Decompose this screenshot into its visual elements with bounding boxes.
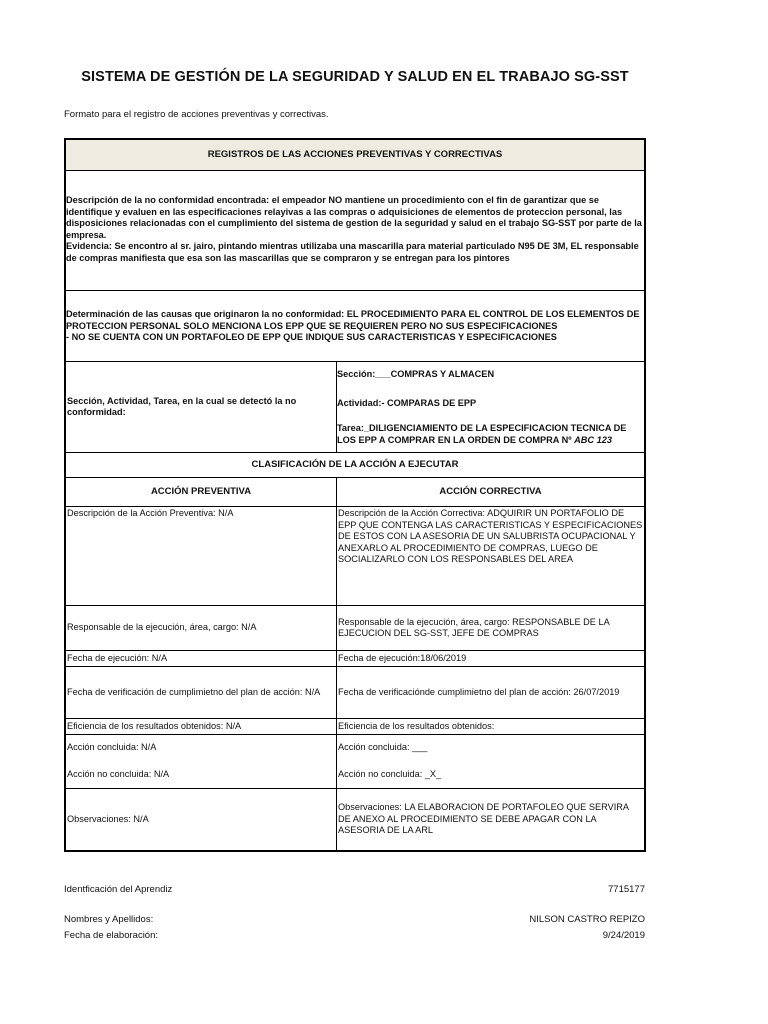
order-code: ABC 123 <box>574 434 612 445</box>
corrective-verification-date: Fecha de verificaciónde cumplimietno del plan de acción: 26/07/2019 <box>338 686 620 697</box>
corrective-observations: Observaciones: LA ELABORACION DE PORTAFOLEO QUE SERVIRA DE ANEXO AL PROCEDIMIENTO SE DEBE APAGAR CON LA ASESORIA DE LA ARL <box>338 802 629 836</box>
corrective-not-concluded: Acción no concluida: _X_ <box>338 769 442 779</box>
section-label: Sección, Actividad, Tarea, en la cual se detectó la no conformidad: <box>67 395 297 417</box>
preventive-responsible: Responsable de la ejecución, área, cargo: N/A <box>67 622 257 633</box>
preventive-verification-date: Fecha de verificación de cumplimietno del plan de acción: N/A <box>67 686 321 697</box>
responsible-row <box>66 606 644 651</box>
learner-id-label: Identficación del Aprendiz <box>64 884 173 895</box>
causes-text: Determinación de las causas que originaron la no conformidad: EL PROCEDIMIENTO PARA EL CONTROL DE LOS ELEMENTOS DE PROTECCION PERSONAL SOLO MENCIONA LOS EPP QUE SE REQUIEREN PERO NO SUS ESPECIFICACIONES <box>66 309 640 331</box>
task-value: Tarea:_DILIGENCIAMIENTO DE LA ESPECIFICACION TECNICA DE LOS EPP A COMPRAR EN LA ORDEN DE COMPRA Nº ABC 123 <box>337 423 627 445</box>
nonconformity-description: Descripción de la no conformidad encontrada: el empeador NO mantiene un procedimiento con el fin de garantizar que se identifique y evaluen en las especificaciones relayivas a las compras o adquisiciones de elementos de proteccion personal, las disposiciones relacionadas con el cumplimiento del sistema de gestion de la seguridad y salud en el trabajo SG-SST por parte de la empresa. <box>66 195 642 240</box>
table-header-row <box>66 140 644 171</box>
full-name-label: Nombres y Apellidos: <box>64 914 154 925</box>
corrective-responsible: Responsable de la ejecución, área, cargo: RESPONSABLE DE LA EJECUCION DEL SG-SST, JEFE DE COMPRAS <box>338 616 610 638</box>
corrective-execution-date: Fecha de ejecución:18/06/2019 <box>338 652 467 663</box>
completion-row <box>66 735 644 789</box>
causes-text-2: - NO SE CUENTA CON UN PORTAFOLEO DE EPP QUE INDIQUE SUS CARACTERISTICAS Y ESPECIFICACIONES <box>66 332 557 342</box>
nonconformity-evidence: Evidencia: Se encontro al sr. jairo, pintando mientras utilizaba una mascarilla para material particulado N95 DE 3M, EL responsable de compras manifiesta que esa son las mascarillas que se compraron y se entregan para los pintores <box>66 241 639 263</box>
nonconformity-row <box>66 171 644 291</box>
elaboration-date-value: 9/24/2019 <box>602 930 645 941</box>
actions-table <box>64 138 646 852</box>
verification-date-row <box>66 667 644 719</box>
columns-header-row <box>66 478 644 507</box>
learner-id-value: 7715177 <box>608 884 645 895</box>
classification-row <box>66 453 644 478</box>
corrective-concluded: Acción concluida: ___ <box>338 742 428 752</box>
section-value: Sección:___COMPRAS Y ALMACEN <box>337 369 495 379</box>
corrective-column-header: ACCIÓN CORRECTIVA <box>439 486 542 498</box>
execution-date-row <box>66 651 644 667</box>
preventive-execution-date: Fecha de ejecución: N/A <box>67 652 168 663</box>
corrective-description: Descripción de la Acción Correctiva: ADQUIRIR UN PORTAFOLIO DE EPP QUE CONTENGA LAS CARACTERISTICAS Y ESPECIFICACIONES DE ESTOS CON LA ASESORIA DE UN SALUBRISTA OCUPACIONAL Y ANEXARLO AL PROCEDIMIENTO DE COMPRAS, LUEGO DE SOCIALIZARLO CON LOS RESPONSABLES DEL AREA <box>338 508 643 564</box>
action-description-row <box>66 507 644 606</box>
activity-value: Actividad:- COMPARAS DE EPP <box>337 398 477 408</box>
preventive-description: Descripción de la Acción Preventiva: N/A <box>66 507 337 605</box>
page-subtitle: Formato para el registro de acciones preventivas y correctivas. <box>64 109 329 120</box>
preventive-observations: Observaciones: N/A <box>67 813 149 824</box>
efficiency-row <box>66 719 644 735</box>
page-title: SISTEMA DE GESTIÓN DE LA SEGURIDAD Y SALUD EN EL TRABAJO SG-SST <box>81 69 629 85</box>
classification-header: CLASIFICACIÓN DE LA ACCIÓN A EJECUTAR <box>251 459 459 471</box>
table-main-header: REGISTROS DE LAS ACCIONES PREVENTIVAS Y CORRECTIVAS <box>66 140 644 170</box>
preventive-concluded: Acción concluida: N/A <box>67 742 157 752</box>
corrective-efficiency: Eficiencia de los resultados obtenidos: <box>338 720 495 731</box>
preventive-column-header: ACCIÓN PREVENTIVA <box>66 478 337 506</box>
elaboration-date-label: Fecha de elaboración: <box>64 930 159 941</box>
preventive-not-concluded: Acción no concluida: N/A <box>67 769 170 779</box>
causes-row <box>66 291 644 362</box>
preventive-efficiency: Eficiencia de los resultados obtenidos: N/A <box>67 720 242 731</box>
full-name-value: NILSON CASTRO REPIZO <box>529 914 645 925</box>
observations-row <box>66 789 644 850</box>
section-row <box>66 362 644 453</box>
